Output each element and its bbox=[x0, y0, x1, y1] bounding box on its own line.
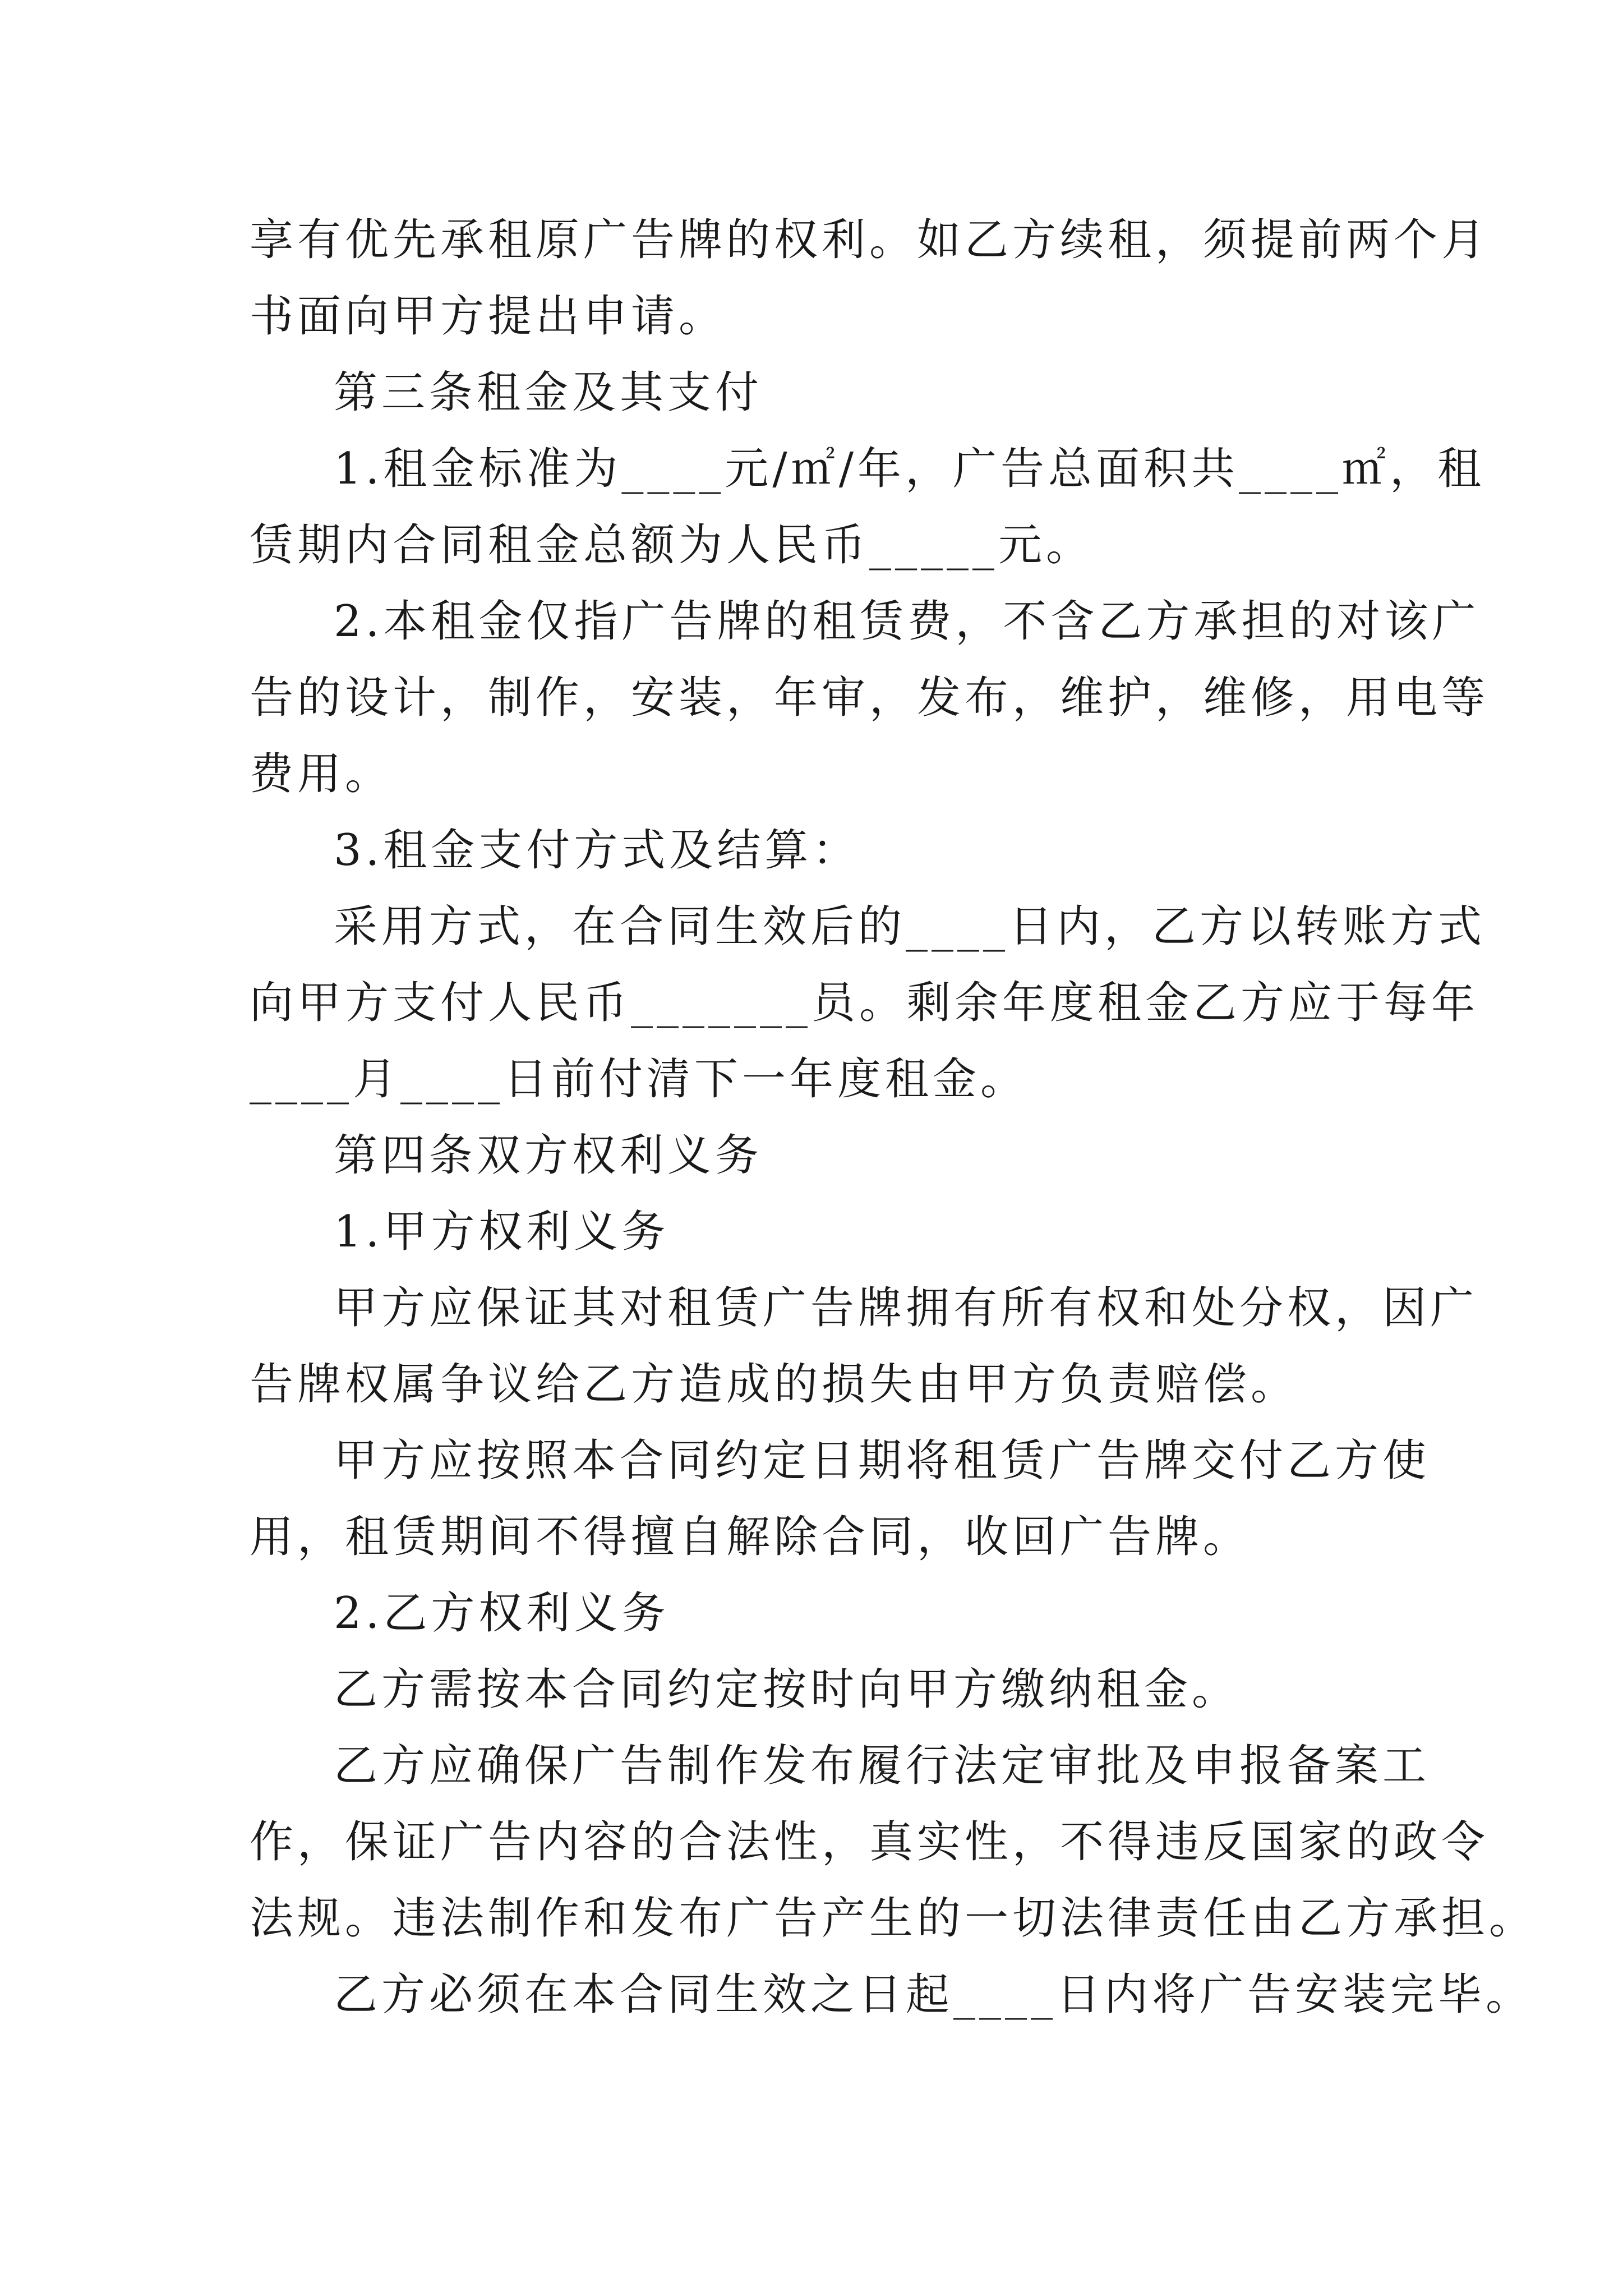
text-line: 采用方式，在合同生效后的____日内，乙方以转账方式 bbox=[334, 901, 1486, 952]
text-line: 甲方应按照本合同约定日期将租赁广告牌交付乙方使 bbox=[334, 1435, 1431, 1486]
document-body bbox=[250, 202, 1537, 2033]
text-line: 赁期内合同租金总额为人民币_____元。 bbox=[250, 520, 1094, 570]
text-line: 作，保证广告内容的合法性，真实性，不得违反国家的政令 bbox=[250, 1817, 1490, 1867]
text-line: 法规。违法制作和发布广告产生的一切法律责任由乙方承担。 bbox=[250, 1893, 1537, 1944]
subsection-heading: 2.乙方权利义务 bbox=[334, 1588, 670, 1639]
text-line: 告牌权属争议给乙方造成的损失由甲方负责赔偿。 bbox=[250, 1359, 1299, 1410]
text-line: 费用。 bbox=[250, 749, 393, 799]
text-line: 享有优先承租原广告牌的权利。如乙方续租，须提前两个月 bbox=[250, 215, 1490, 265]
text-line: 1.租金标准为____元/㎡/年，广告总面积共____㎡，租 bbox=[334, 444, 1485, 494]
text-line: 用，租赁期间不得擅自解除合同，收回广告牌。 bbox=[250, 1512, 1251, 1562]
text-line: 乙方需按本合同约定按时向甲方缴纳租金。 bbox=[334, 1664, 1240, 1715]
section-heading: 第三条租金及其支付 bbox=[334, 367, 763, 418]
section-heading: 第四条双方权利义务 bbox=[334, 1130, 763, 1181]
text-line: ____月____日前付清下一年度租金。 bbox=[250, 1054, 1029, 1105]
text-line: 乙方必须在本合同生效之日起____日内将广告安装完毕。 bbox=[334, 1970, 1534, 2020]
text-line: 向甲方支付人民币_______员。剩余年度租金乙方应于每年 bbox=[250, 978, 1479, 1028]
text-line: 书面向甲方提出申请。 bbox=[250, 291, 727, 342]
text-line: 甲方应保证其对租赁广告牌拥有所有权和处分权，因广 bbox=[334, 1283, 1478, 1333]
text-line: 告的设计，制作，安装，年审，发布，维护，维修，用电等 bbox=[250, 673, 1490, 723]
subsection-heading: 1.甲方权利义务 bbox=[334, 1207, 670, 1257]
text-line: 3.租金支付方式及结算： bbox=[334, 825, 860, 876]
text-line: 乙方应确保广告制作发布履行法定审批及申报备案工 bbox=[334, 1741, 1431, 1791]
text-line: 2.本租金仅指广告牌的租赁费，不含乙方承担的对该广 bbox=[334, 596, 1480, 647]
